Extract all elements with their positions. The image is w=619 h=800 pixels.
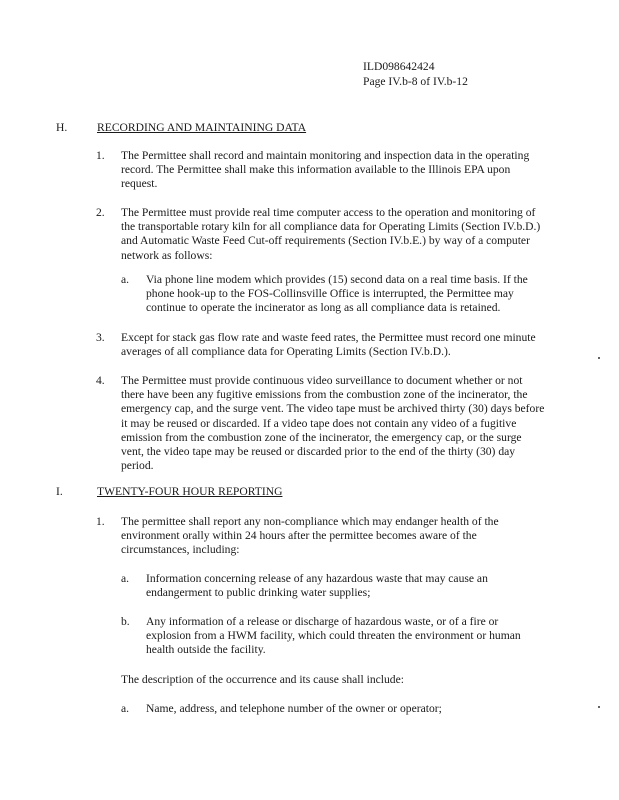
h-item-2a-letter: a. — [121, 273, 130, 286]
occurrence-description-intro: The description of the occurrence and its cause shall include: — [121, 673, 404, 686]
i-item-1-text: The permittee shall report any non-compliance which may endanger health of the environment orally within 24 hours after the permittee becomes aware of the circumstances, including: — [121, 515, 499, 557]
section-h-heading — [56, 121, 456, 136]
h-item-1-number: 1. — [96, 149, 105, 162]
i-item-1b-letter: b. — [121, 615, 130, 628]
scan-speck — [598, 706, 600, 708]
h-item-3-text: Except for stack gas flow rate and waste feed rates, the Permittee must record one minute averages of all compliance data for Operating Limits (Section IV.b.D.). — [121, 331, 536, 359]
h-item-2-number: 2. — [96, 206, 105, 219]
section-h-title: RECORDING AND MAINTAINING DATA — [97, 121, 307, 134]
document-id: ILD098642424 — [363, 60, 435, 73]
section-i-title: TWENTY-FOUR HOUR REPORTING — [97, 485, 283, 498]
page-reference: Page IV.b-8 of IV.b-12 — [363, 75, 468, 88]
i-item-1b-text: Any information of a release or discharge of hazardous waste, or of a fire or explosion from a HWM facility, which could threaten the environment or human health outside the facility. — [146, 615, 521, 657]
section-i-label: I. — [56, 485, 63, 498]
scan-speck — [598, 357, 600, 359]
h-item-4-number: 4. — [96, 374, 105, 387]
owner-info-letter: a. — [121, 702, 130, 715]
h-item-2a-text: Via phone line modem which provides (15) second data on a real time basis. If the phone hook-up to the FOS-Collinsville Office is interrupted, the Permittee may continue to operate the incinerator as long as all compliance data is retained. — [146, 273, 528, 315]
h-item-4-text: The Permittee must provide continuous video surveillance to document whether or not there have been any fugitive emissions from the combustion zone of the incinerator, the emergency cap, and the surge vent. The video tape must be archived thirty (30) days before it may be reused or discarded. If a video tape does not contain any video of a fugitive emission from the combustion zone of the incinerator, the emergency cap, or the surge vent, the video tape may be reused or discarded prior to the end of the thirty (30) day period. — [121, 374, 545, 473]
h-item-1-text: The Permittee shall record and maintain monitoring and inspection data in the operating record. The Permittee shall make this information available to the Illinois EPA upon request. — [121, 149, 530, 191]
i-item-1a-text: Information concerning release of any hazardous waste that may cause an endangerment to public drinking water supplies; — [146, 572, 488, 600]
owner-info-text: Name, address, and telephone number of the owner or operator; — [146, 702, 442, 715]
i-item-1a-letter: a. — [121, 572, 130, 585]
h-item-2-text: The Permittee must provide real time computer access to the operation and monitoring of the transportable rotary kiln for all compliance data for Operating Limits (Section IV.b.D.) and Automatic Waste Feed Cut-off requirements (Section IV.b.E.) by way of a computer network as follows: — [121, 206, 541, 262]
i-item-1-number: 1. — [96, 515, 105, 528]
section-i-heading — [56, 485, 456, 500]
h-item-3-number: 3. — [96, 331, 105, 344]
section-h-label: H. — [56, 121, 68, 134]
